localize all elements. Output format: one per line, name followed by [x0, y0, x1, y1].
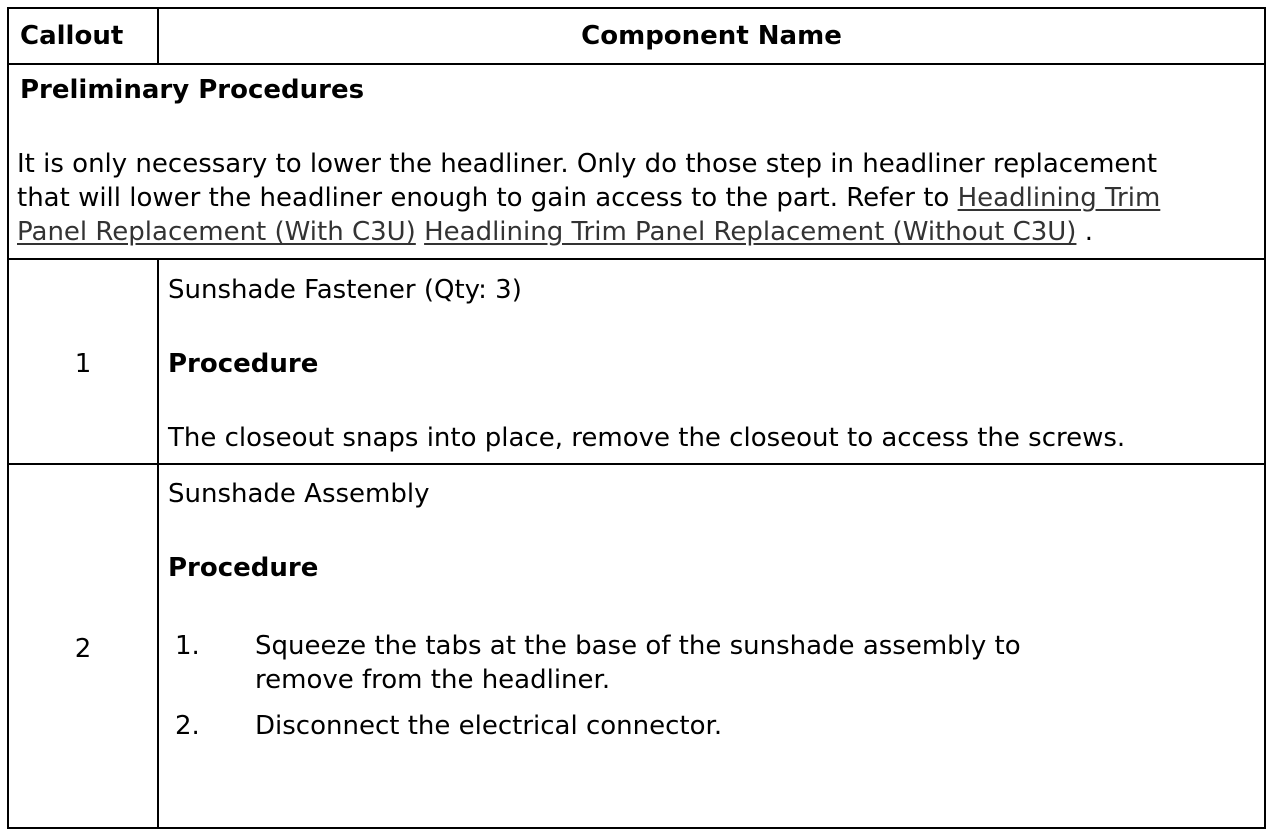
procedure-table [7, 7, 1266, 829]
step-1-line-2: remove from the headliner. [255, 665, 611, 695]
preliminary-divider [9, 258, 1264, 260]
link-headlining-without-c3u[interactable]: Headlining Trim Panel Replacement (Without C3U) [424, 217, 1077, 247]
step-1-number: 1. [175, 631, 200, 661]
step-1-line-1: Squeeze the tabs at the base of the sunshade assembly to [255, 631, 1021, 661]
row-1-callout: 1 [74, 349, 92, 379]
preliminary-line-2 [17, 181, 1160, 215]
preliminary-heading: Preliminary Procedures [20, 75, 365, 105]
preliminary-line-2-text: that will lower the headliner enough to gain access to the part. Refer to [17, 183, 958, 213]
preliminary-line-3 [17, 215, 1093, 249]
preliminary-end-text: . [1084, 217, 1093, 247]
header-callout: Callout [20, 21, 124, 51]
row-1-procedure-heading: Procedure [168, 349, 319, 379]
row-1-divider [9, 463, 1264, 465]
row-1-procedure-text: The closeout snaps into place, remove the closeout to access the screws. [168, 423, 1126, 453]
step-2-line-1: Disconnect the electrical connector. [255, 711, 723, 741]
body-column-divider [157, 258, 159, 827]
header-component-name: Component Name [581, 21, 842, 51]
row-2-callout: 2 [74, 634, 92, 664]
link-headlining-with-c3u-part1[interactable]: Headlining Trim [957, 183, 1161, 213]
row-2-component: Sunshade Assembly [168, 479, 430, 509]
row-1-component: Sunshade Fastener (Qty: 3) [168, 275, 522, 305]
row-2-procedure-heading: Procedure [168, 553, 319, 583]
preliminary-line-1: It is only necessary to lower the headliner. Only do those step in headliner replacement [17, 149, 1158, 179]
link-headlining-with-c3u-part2[interactable]: Panel Replacement (With C3U) [17, 217, 416, 247]
step-2-number: 2. [175, 711, 200, 741]
header-divider [9, 63, 1264, 65]
